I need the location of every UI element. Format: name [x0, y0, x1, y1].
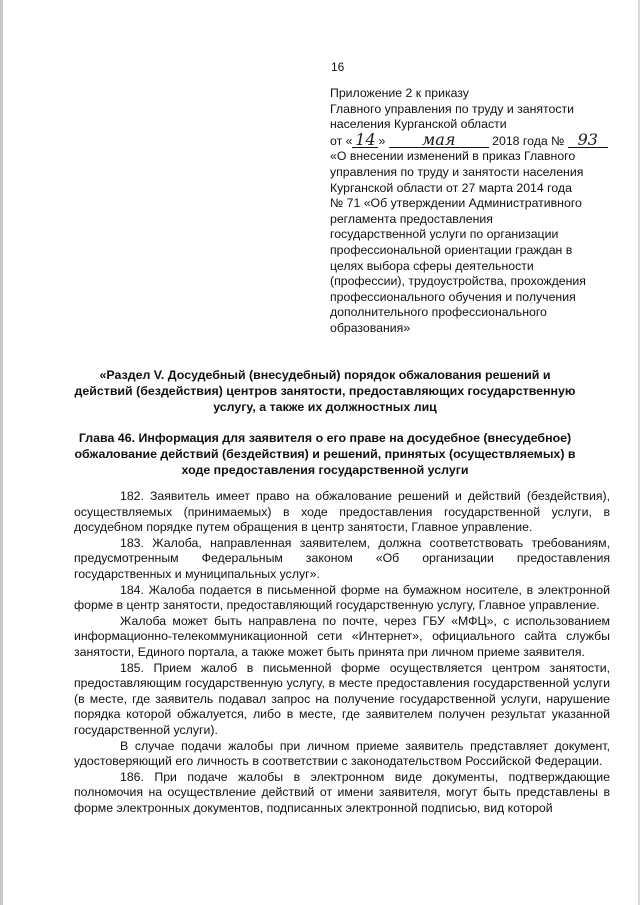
paragraph: Жалоба может быть направлена по почте, через ГБУ «МФЦ», с использованием информационно-телекоммуникационной сети «Интернет», официального сайта службы занятости, Единого портала, а также может быть принята при личном приеме заявителя. — [74, 613, 610, 659]
paragraph: 183. Жалоба, направленная заявителем, должна соответствовать требованиям, предусмотренным Федеральным законом «Об организации предоставления государственных и муниципальных услуг». — [74, 535, 610, 581]
paragraph: 186. При подаче жалобы в электронном виде документы, подтверждающие полномочия на осуществление действий от имени заявителя, могут быть представлены в форме электронных документов, подписанных электронной подписью, вид которой — [74, 769, 610, 815]
chapter-title: Глава 46. Информация для заявителя о его праве на досудебное (внесудебное) обжалование действий (бездействия) и решений, принятых (осуществляемых) в ходе предоставления государственной услуги — [74, 431, 576, 477]
paragraph: 185. Прием жалоб в письменной форме осуществляется центром занятости, предоставляющим государственную услугу, в месте предоставления государственной услуги (в месте, где заявитель подавал запрос на получение государственной услуги, нарушение порядка которой обжалуется, либо в месте, где заявителем получен результат указанной государственной услуги). — [74, 660, 610, 737]
order-title-line: профессионального обучения и получения — [330, 289, 576, 304]
appendix-line: Приложение 2 к приказу — [330, 86, 469, 100]
order-title-line: профессиональной ориентации граждан в — [330, 242, 573, 257]
order-date-line — [330, 129, 610, 150]
order-title-line: управления по труду и занятости населения — [330, 164, 584, 179]
date-mid: » — [378, 133, 386, 148]
page-number: 16 — [331, 60, 345, 74]
document-body — [74, 489, 610, 816]
order-title-line: государственной услуги по организации — [330, 227, 559, 242]
appendix-header — [330, 86, 610, 337]
order-title-line: регламента предоставления — [330, 211, 493, 226]
order-title-line: Курганской области от 27 марта 2014 года — [330, 180, 572, 195]
paragraph: В случае подачи жалобы при личном приеме заявитель представляет документ, удостоверяющий его личность в соответствии с законодательством Российской Федерации. — [74, 738, 610, 769]
scan-left-edge — [0, 0, 3, 905]
order-title-line: (профессии), трудоустройства, прохождения — [330, 274, 586, 289]
handwritten-day: 14 — [352, 133, 378, 148]
paragraph: 184. Жалоба подается в письменной форме на бумажном носителе, в электронной форме в центр занятости, предоставляющий государственную услугу, Главное управление. — [74, 582, 610, 613]
year-text: 2018 года № — [492, 133, 565, 148]
order-title-line: дополнительного профессионального — [330, 305, 547, 320]
date-prefix: от « — [330, 133, 353, 148]
appendix-line: населения Курганской области — [330, 117, 507, 132]
order-title-line: целях выбора сферы деятельности — [330, 258, 534, 273]
appendix-line: Главного управления по труду и занятости — [330, 101, 575, 116]
paragraph: 182. Заявитель имеет право на обжалование решений и действий (бездействия), осуществляемых (принимаемых) в ходе предоставления государственной услуги, в досудебном порядке путем обращения в центр занятости, Главное управление. — [74, 489, 610, 535]
section-title: «Раздел V. Досудебный (внесудебный) порядок обжалования решений и действий (бездействия) центров занятости, предоставляющих государственную услугу, а также их должностных лиц — [74, 368, 576, 414]
order-title-line: образования» — [330, 320, 411, 335]
order-title-line: «О внесении изменений в приказ Главного — [330, 149, 576, 164]
handwritten-order-number: 93 — [568, 133, 608, 148]
handwritten-month: мая — [389, 133, 489, 148]
order-title-line: № 71 «Об утверждении Административного — [330, 196, 582, 211]
